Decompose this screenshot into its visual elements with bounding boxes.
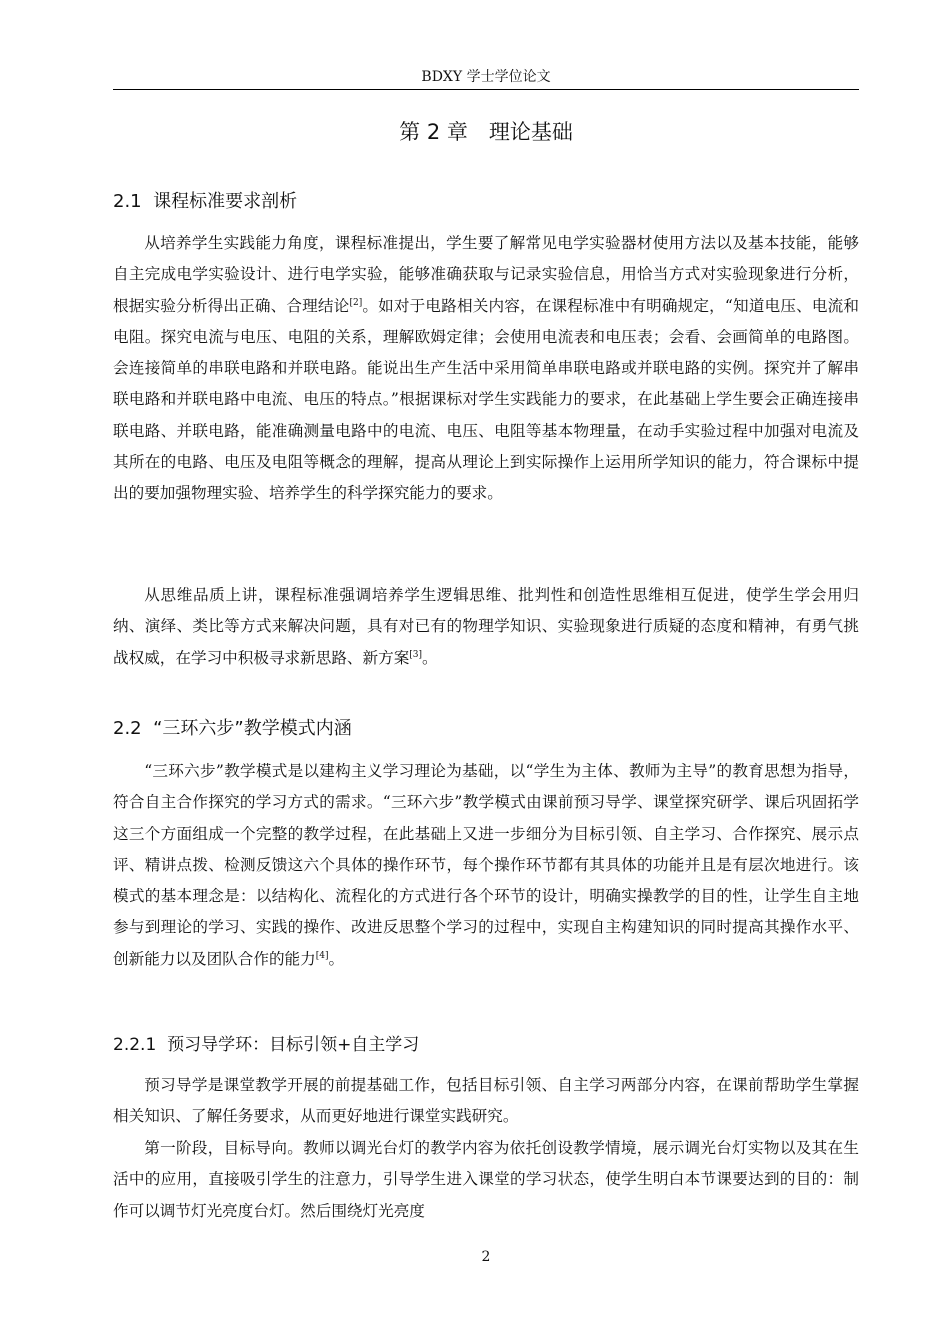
citation: [4] <box>315 950 329 961</box>
paragraph-text: 。 <box>422 648 438 667</box>
paragraph-text: 从培养学生实践能力角度，课程标准提出，学生要了解常见电学实验器材使用方法以及基本技能，能够自主完成电学实验设计、进行电学实验，能够准确获取与记录实验信息，用恰当方式对实验现象进行分析，根据实验分析得出正确、合理结论 <box>113 234 859 315</box>
paragraph-text: 从思维品质上讲，课程标准强调培养学生逻辑思维、批判性和创造性思维相互促进，使学生学会用归纳、演绎、类比等方式来解决问题，具有对已有的物理学知识、实验现象进行质疑的态度和精神，有勇气挑战权威，在学习中积极寻求新思路、新方案 <box>113 586 859 667</box>
paragraph-2-2 <box>113 756 859 975</box>
page-number: 2 <box>481 1249 491 1265</box>
chapter-title: 第 2 章 理论基础 <box>399 120 573 144</box>
header-rule <box>113 89 859 90</box>
running-header: BDXY 学士学位论文 <box>421 69 551 85</box>
paragraph-text: 。 <box>328 949 345 968</box>
paragraph-text: 。如对于电路相关内容，在课程标准中有明确规定，“知道电压、电流和电阻。探究电流与电压、电阻的关系，理解欧姆定律；会使用电流表和电压表；会看、会画简单的电路图。会连接简单的串联电路和并联电路。能说出生产生活中采用简单串联电路或并联电路的实例。探究并了解串联电路和并联电路中电流、电压的特点。”根据课标对学生实践能力的要求，在此基础上学生要会正确连接串联电路、并联电路，能准确测量电路中的电流、电压、电阻等基本物理量，在动手实验过程中加强对电流及其所在的电路、电压及电阻等概念的理解，提高从理论上到实际操作上运用所学知识的能力，符合课标中提出的要加强物理实验、培养学生的科学探究能力的要求。 <box>113 296 859 503</box>
citation: [3] <box>409 649 423 660</box>
paragraph-2-2-1-b: 第一阶段，目标导向。教师以调光台灯的教学内容为依托创设教学情境，展示调光台灯实物以及其在生活中的应用，直接吸引学生的注意力，引导学生进入课堂的学习状态，使学生明白本节课要达到的目的：制作可以调节灯光亮度台灯。然后围绕灯光亮度 <box>113 1139 859 1220</box>
paragraph-2-1-b <box>113 580 859 674</box>
paragraph-2-1-a <box>113 228 859 510</box>
section-heading-2-2-1: 2.2.1 预习导学环：目标引领+自主学习 <box>113 1035 420 1055</box>
paragraph-2-2-1-a: 预习导学是课堂教学开展的前提基础工作，包括目标引领、自主学习两部分内容，在课前帮助学生掌握相关知识、了解任务要求，从而更好地进行课堂实践研究。 <box>113 1076 859 1126</box>
section-heading-2-2: 2.2 “三环六步”教学模式内涵 <box>113 718 352 739</box>
section-heading-2-1: 2.1 课程标准要求剖析 <box>113 191 298 212</box>
citation: [2] <box>349 297 363 308</box>
paragraph-text: “三环六步”教学模式是以建构主义学习理论为基础，以“学生为主体、教师为主导”的教育思想为指导，符合自主合作探究的学习方式的需求。“三环六步”教学模式由课前预习导学、课堂探究研学、课后巩固拓学这三个方面组成一个完整的教学过程，在此基础上又进一步细分为目标引领、自主学习、合作探究、展示点评、精讲点拨、检测反馈这六个具体的操作环节，每个操作环节都有其具体的功能并且是有层次地进行。该模式的基本理念是：以结构化、流程化的方式进行各个环节的设计，明确实操教学的目的性，让学生自主地参与到理论的学习、实践的操作、改进反思整个学习的过程中，实现自主构建知识的同时提高其操作水平、创新能力以及团队合作的能力 <box>113 762 859 968</box>
